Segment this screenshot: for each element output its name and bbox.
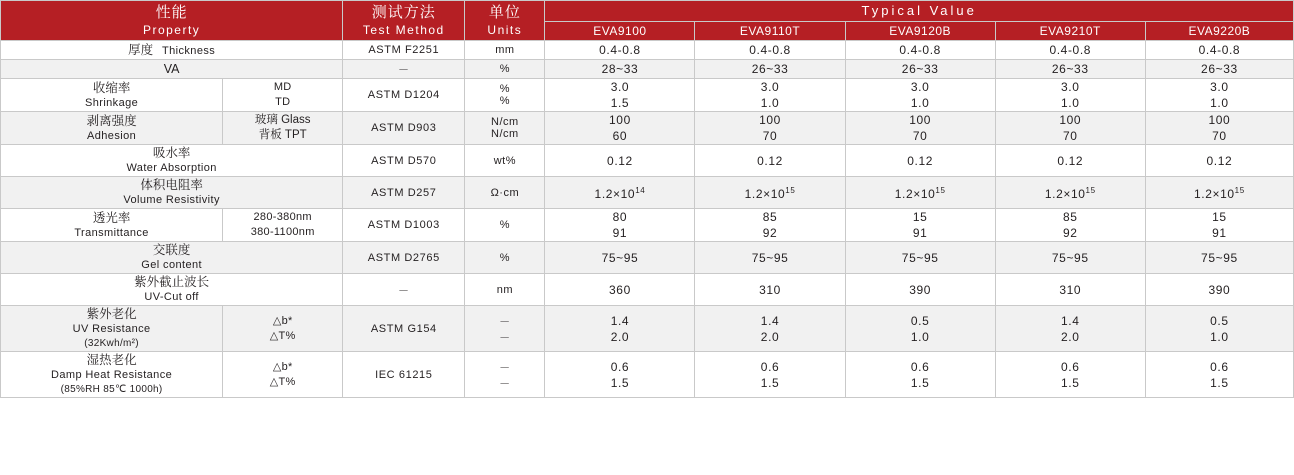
header-property xyxy=(1,1,343,41)
row-value-5: 0.12 xyxy=(1145,145,1293,177)
row-property-en: Gel content xyxy=(141,259,202,271)
row-property xyxy=(1,145,343,177)
row-property-cn: 剥离强度 xyxy=(86,113,137,128)
header-units-cn: 单位 xyxy=(488,4,521,21)
table-row xyxy=(1,242,1294,274)
row-value-4: 0.6 1.5 xyxy=(995,352,1145,398)
header-col-4: EVA9210T xyxy=(995,22,1145,41)
row-value-2: $1.2\times 10^{15}$ xyxy=(695,177,845,209)
row-test-method: ASTM D570 xyxy=(343,145,465,177)
row-property xyxy=(1,306,223,352)
row-property xyxy=(1,352,223,398)
row-units: wt% xyxy=(465,145,545,177)
header-method-cn: 测试方法 xyxy=(371,4,436,21)
row-value-5: 0.6 1.5 xyxy=(1145,352,1293,398)
header-col-1: EVA9100 xyxy=(545,22,695,41)
row-value-4: 26~33 xyxy=(995,60,1145,79)
row-units: % % xyxy=(465,79,545,112)
row-value-4: 0.4-0.8 xyxy=(995,41,1145,60)
row-property xyxy=(1,60,343,79)
table-row xyxy=(1,274,1294,306)
row-value-4: 0.12 xyxy=(995,145,1145,177)
row-value-2: 0.12 xyxy=(695,145,845,177)
table-row xyxy=(1,177,1294,209)
table-row xyxy=(1,145,1294,177)
row-value-3: 390 xyxy=(845,274,995,306)
row-property-cn: 湿热老化 xyxy=(86,353,137,367)
row-units: % xyxy=(465,60,545,79)
row-property-cn: 体积电阻率 xyxy=(140,178,203,192)
row-value-5: 100 70 xyxy=(1145,112,1293,145)
row-property-sub: 280-380nm 380-1100nm xyxy=(223,209,343,242)
row-value-4: 100 70 xyxy=(995,112,1145,145)
row-value-1: 28~33 xyxy=(545,60,695,79)
row-property xyxy=(1,177,343,209)
row-value-1: 1.4 2.0 xyxy=(545,306,695,352)
header-col-2: EVA9110T xyxy=(695,22,845,41)
table-row xyxy=(1,41,1294,60)
row-property-en: Shrinkage xyxy=(85,96,139,109)
header-col-3: EVA9120B xyxy=(845,22,995,41)
row-property-en: Thickness xyxy=(162,45,216,57)
row-value-4: 85 92 xyxy=(995,209,1145,242)
row-property-note: (32Kwh/m²) xyxy=(84,338,139,349)
row-units: － － xyxy=(465,352,545,398)
row-value-1: 0.6 1.5 xyxy=(545,352,695,398)
table-header xyxy=(1,1,1294,41)
row-value-2: 75~95 xyxy=(695,242,845,274)
row-value-5: 3.0 1.0 xyxy=(1145,79,1293,112)
row-value-2: 100 70 xyxy=(695,112,845,145)
row-property-en: Adhesion xyxy=(87,129,137,142)
row-value-1: 3.0 1.5 xyxy=(545,79,695,112)
row-property-cn: 厚度 xyxy=(128,43,154,57)
row-value-5: $1.2\times 10^{15}$ xyxy=(1145,177,1293,209)
row-value-3: 75~95 xyxy=(845,242,995,274)
row-value-3: $1.2\times 10^{15}$ xyxy=(845,177,995,209)
row-value-3: 15 91 xyxy=(845,209,995,242)
header-property-en: Property xyxy=(142,23,201,37)
row-test-method: ASTM G154 xyxy=(343,306,465,352)
row-property-en: Damp Heat Resistance xyxy=(51,369,173,381)
row-property-cn: 收缩率 xyxy=(92,80,131,95)
row-value-4: 1.4 2.0 xyxy=(995,306,1145,352)
row-property-cn: 紫外老化 xyxy=(86,307,137,321)
row-units: N/cm N/cm xyxy=(465,112,545,145)
row-value-3: 0.4-0.8 xyxy=(845,41,995,60)
row-property-en: UV Resistance xyxy=(72,323,151,335)
row-units: nm xyxy=(465,274,545,306)
row-units: % xyxy=(465,242,545,274)
row-property-sub: △b* △T% xyxy=(223,352,343,398)
table-row xyxy=(1,112,1294,145)
row-value-2: 3.0 1.0 xyxy=(695,79,845,112)
row-value-1: $1.2\times 10^{14}$ xyxy=(545,177,695,209)
header-test-method xyxy=(343,1,465,41)
row-units: % xyxy=(465,209,545,242)
table-row xyxy=(1,306,1294,352)
row-value-2: 310 xyxy=(695,274,845,306)
header-units xyxy=(465,1,545,41)
row-value-5: 0.5 1.0 xyxy=(1145,306,1293,352)
row-value-1: 0.4-0.8 xyxy=(545,41,695,60)
row-property-en: Water Absorption xyxy=(126,162,217,174)
header-typical-value: Typical Value xyxy=(545,1,1294,22)
row-test-method: ASTM F2251 xyxy=(343,41,465,60)
row-property-cn: 紫外截止波长 xyxy=(134,275,210,289)
header-col-5: EVA9220B xyxy=(1145,22,1293,41)
header-method-en: Test Method xyxy=(362,23,445,37)
row-value-2: 0.4-0.8 xyxy=(695,41,845,60)
row-value-3: 0.12 xyxy=(845,145,995,177)
row-value-5: 26~33 xyxy=(1145,60,1293,79)
row-test-method: ASTM D2765 xyxy=(343,242,465,274)
row-test-method: IEC 61215 xyxy=(343,352,465,398)
table-row xyxy=(1,79,1294,112)
row-units: mm xyxy=(465,41,545,60)
row-property xyxy=(1,274,343,306)
row-value-5: 75~95 xyxy=(1145,242,1293,274)
row-property-en: Transmittance xyxy=(74,226,149,239)
row-property xyxy=(1,79,223,112)
row-value-5: 15 91 xyxy=(1145,209,1293,242)
header-units-en: Units xyxy=(487,23,523,37)
row-value-3: 100 70 xyxy=(845,112,995,145)
row-test-method: － xyxy=(343,274,465,306)
row-value-4: 75~95 xyxy=(995,242,1145,274)
row-value-2: 26~33 xyxy=(695,60,845,79)
row-property-cn: VA xyxy=(163,62,180,76)
row-property-cn: 吸水率 xyxy=(152,146,191,160)
table-row xyxy=(1,60,1294,79)
row-property-en: UV-Cut off xyxy=(144,291,199,303)
row-value-3: 0.5 1.0 xyxy=(845,306,995,352)
row-property xyxy=(1,112,223,145)
row-value-3: 0.6 1.5 xyxy=(845,352,995,398)
table-row xyxy=(1,352,1294,398)
table-row xyxy=(1,209,1294,242)
row-property-sub: 玻璃 Glass 背板 TPT xyxy=(223,112,343,145)
row-value-2: 85 92 xyxy=(695,209,845,242)
row-value-1: 360 xyxy=(545,274,695,306)
row-value-1: 75~95 xyxy=(545,242,695,274)
row-value-2: 0.6 1.5 xyxy=(695,352,845,398)
row-value-5: 390 xyxy=(1145,274,1293,306)
header-property-cn: 性能 xyxy=(155,4,188,21)
row-value-3: 26~33 xyxy=(845,60,995,79)
row-value-4: 3.0 1.0 xyxy=(995,79,1145,112)
header-row-main xyxy=(1,1,1294,22)
row-value-4: $1.2\times 10^{15}$ xyxy=(995,177,1145,209)
row-value-4: 310 xyxy=(995,274,1145,306)
row-property xyxy=(1,41,343,60)
row-value-1: 0.12 xyxy=(545,145,695,177)
row-value-1: 80 91 xyxy=(545,209,695,242)
row-property-note: (85%RH 85℃ 1000h) xyxy=(60,384,163,395)
row-test-method: － xyxy=(343,60,465,79)
row-test-method: ASTM D903 xyxy=(343,112,465,145)
row-property-en: Volume Resistivity xyxy=(123,194,220,206)
row-test-method: ASTM D1003 xyxy=(343,209,465,242)
table-body xyxy=(1,41,1294,398)
row-property-sub: MD TD xyxy=(223,79,343,112)
row-value-2: 1.4 2.0 xyxy=(695,306,845,352)
row-test-method: ASTM D1204 xyxy=(343,79,465,112)
row-units: Ω·cm xyxy=(465,177,545,209)
row-property xyxy=(1,209,223,242)
row-value-1: 100 60 xyxy=(545,112,695,145)
row-value-3: 3.0 1.0 xyxy=(845,79,995,112)
row-property xyxy=(1,242,343,274)
row-value-5: 0.4-0.8 xyxy=(1145,41,1293,60)
row-property-sub: △b* △T% xyxy=(223,306,343,352)
row-property-cn: 透光率 xyxy=(92,210,131,225)
row-property-cn: 交联度 xyxy=(152,243,191,257)
row-units: － － xyxy=(465,306,545,352)
row-test-method: ASTM D257 xyxy=(343,177,465,209)
